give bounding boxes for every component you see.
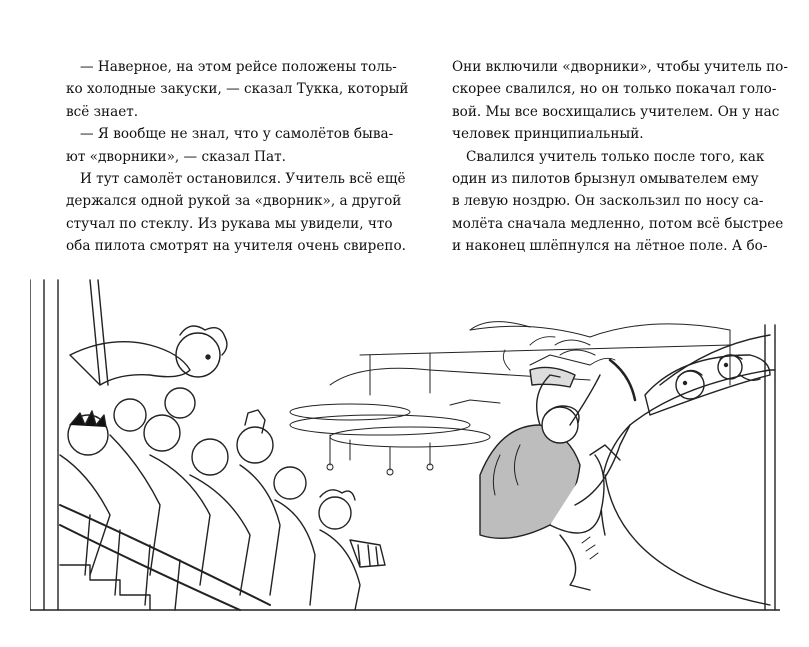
text-line: — Я вообще не знал, что у самолётов быва-: [80, 126, 394, 143]
text-line: один из пилотов брызнул омывателем ему: [452, 171, 759, 188]
text-line: в левую ноздрю. Он заскользил по носу са-: [452, 193, 764, 210]
text-line: ко холодные закуски, — сказал Тукка, который: [66, 81, 409, 98]
text-line: Они включили «дворники», чтобы учитель по-: [452, 59, 788, 75]
paragraph: [452, 146, 784, 258]
illustration: [30, 275, 780, 615]
text-line: вой. Мы все восхищались учителем. Он у нас: [452, 103, 780, 120]
text-line: молёта сначала медленно, потом всё быстрее: [452, 215, 784, 232]
paragraph: [452, 56, 788, 146]
window-frame: [30, 280, 780, 610]
text-line: всё знает.: [66, 103, 139, 120]
text-line: оба пилота смотрят на учителя очень свирепо.: [66, 238, 406, 255]
text-line: И тут самолёт остановился. Учитель всё ещё: [80, 171, 406, 188]
paragraph: [66, 123, 394, 168]
text-line: человек принципиальный.: [452, 126, 644, 143]
text-line: Свалился учитель только после того, как: [466, 148, 765, 165]
airplane-nose: [601, 335, 775, 605]
left-text-column: [66, 56, 409, 258]
text-line: держался одной рукой за «дворник», а другой: [66, 193, 402, 210]
text-line: ют «дворники», — сказал Пат.: [66, 148, 286, 165]
text-line: скорее свалился, но он только покачал голо-: [452, 81, 777, 98]
right-text-column: [452, 56, 788, 258]
paragraph: [66, 56, 409, 123]
text-line: и наконец шлёпнулся на лётное поле. А бо-: [452, 238, 768, 255]
paragraph: [66, 168, 406, 258]
text-line: — Наверное, на этом рейсе положены толь-: [80, 59, 397, 75]
children-crowd: [60, 326, 385, 610]
text-line: стучал по стеклу. Из рукава мы увидели, что: [66, 215, 393, 232]
